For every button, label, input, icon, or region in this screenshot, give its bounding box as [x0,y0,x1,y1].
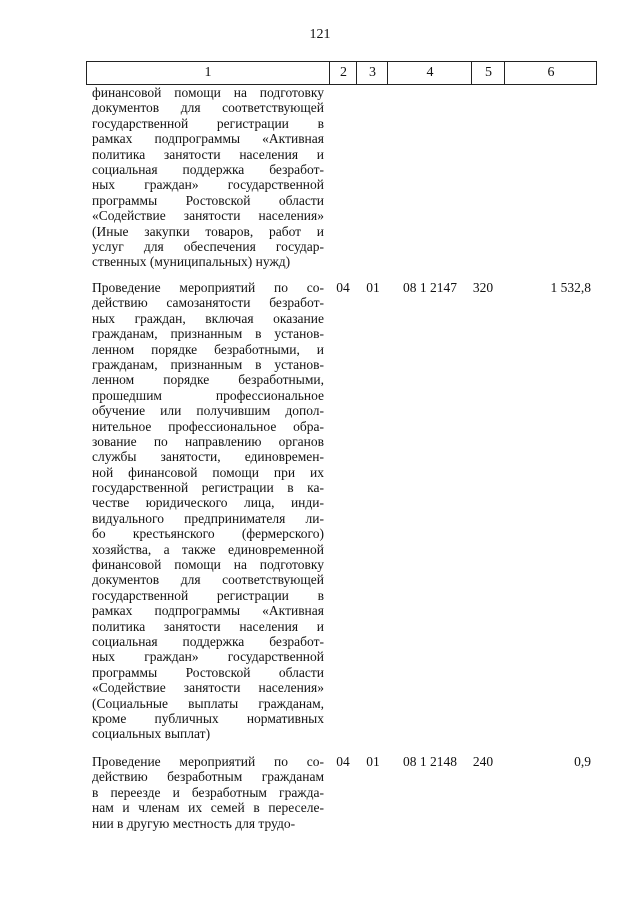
description-line: государственной регистрации в ка- [92,480,324,496]
description-line: программы Ростовской области [92,192,324,208]
row-3-expense-type: 240 [472,754,494,769]
table-header [86,61,597,85]
description-line: ных граждан, включая оказание [92,310,324,326]
description-line: Проведение мероприятий по со- [92,280,324,295]
description-line: социальная поддержка безработ- [92,633,324,649]
description-line: политика занятости населения и [92,146,324,162]
description-line: государственной регистрации в [92,115,324,131]
description-line: ленном порядке безработными, и [92,341,324,357]
description-line: действию безработным гражданам [92,769,324,785]
description-line: государственной регистрации в [92,587,324,603]
description-line: (Иные закупки товаров, работ и [92,223,324,239]
row-3-amount: 0,9 [574,754,591,769]
description-line: ной финансовой помощи при их [92,464,324,480]
description-line: обучение или получившим допол- [92,403,324,419]
description-line: гражданам, признанным в установ- [92,356,324,372]
header-col-3: 3 [356,62,388,84]
description-line: политика занятости населения и [92,618,324,634]
description-line: ственных (муниципальных) нужд) [92,254,291,270]
description-line: зование по направлению органов [92,433,324,449]
description-line: социальных выплат) [92,726,211,742]
page-number: 121 [309,27,331,42]
description-line: бо крестьянского (фермерского) [92,526,324,542]
header-col-2: 2 [329,62,357,84]
description-line: услуг для обеспечения государ- [92,238,324,254]
description-line: ных граждан» государственной [92,649,324,665]
header-col-1: 1 [204,65,212,80]
row-3-description [92,754,324,831]
description-line: действию самозанятости безработ- [92,295,324,311]
row-2-chapter: 04 [336,280,350,295]
row-2-section: 01 [366,280,380,295]
description-line: хозяйства, а также единовременной [92,541,324,557]
row-2-description [92,280,324,742]
row-2-expense-type: 320 [472,280,494,295]
description-line: программы Ростовской области [92,664,324,680]
description-line: ных граждан» государственной [92,177,324,193]
row-3-section: 01 [366,754,380,769]
description-line: финансовой помощи на подготовку [92,85,324,100]
row-1-description [92,85,324,270]
description-line: гражданам, признанным в установ- [92,326,324,342]
description-line: видуального предпринимателя ли- [92,510,324,526]
description-line: прошедшим профессиональное [92,387,324,403]
description-line: нии в другую местность для трудо- [92,815,296,831]
header-col-5: 5 [471,62,505,84]
description-line: честве юридического лица, инди- [92,495,324,511]
description-line: в переезде и безработным гражда- [92,784,324,800]
description-line: службы занятости, единовремен- [92,449,324,465]
description-line: финансовой помощи на подготовку [92,557,324,573]
description-line: кроме публичных нормативных [92,710,324,726]
description-line: рамках подпрограммы «Активная [92,131,324,147]
description-line: рамках подпрограммы «Активная [92,603,324,619]
header-col-4: 4 [387,62,472,84]
description-line: ленном порядке безработными, [92,372,324,388]
row-3-target-code: 08 1 2148 [403,754,457,769]
description-line: нам и членам их семей в переселе- [92,800,324,816]
description-line: Проведение мероприятий по со- [92,754,324,769]
header-col-6: 6 [504,62,597,84]
row-3-chapter: 04 [336,754,350,769]
description-line: социальная поддержка безработ- [92,161,324,177]
description-line: (Социальные выплаты гражданам, [92,695,324,711]
row-2-target-code: 08 1 2147 [403,280,457,295]
description-line: «Содействие занятости населения» [92,208,324,224]
row-2-amount: 1 532,8 [550,280,591,295]
description-line: документов для соответствующей [92,100,324,116]
description-line: «Содействие занятости населения» [92,680,324,696]
description-line: нительное профессиональное обра- [92,418,324,434]
description-line: документов для соответствующей [92,572,324,588]
